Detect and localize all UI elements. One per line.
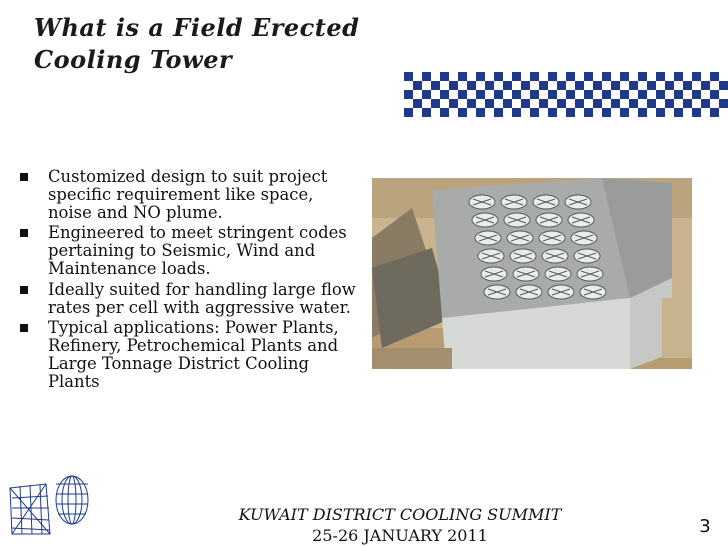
bullet-text: Engineered to meet stringent codes pertaining to Seismic, Wind and Maintenance loads.	[48, 223, 347, 278]
bullet-text: Customized design to suit project specific requirement like space, noise and NO plume.	[48, 167, 328, 222]
square-bullet-icon	[20, 173, 28, 181]
square-bullet-icon	[20, 229, 28, 237]
square-bullet-icon	[20, 324, 28, 332]
footer	[210, 504, 590, 546]
bullet-item	[14, 281, 359, 317]
slide-title	[34, 12, 534, 76]
bullet-text: Typical applications: Power Plants, Refinery, Petrochemical Plants and Large Tonnage District Cooling Plants	[48, 318, 339, 391]
company-logo-icon	[6, 474, 94, 538]
title-line-1: What is a Field Erected	[34, 13, 360, 42]
footer-event-name: KUWAIT DISTRICT COOLING SUMMIT	[238, 505, 562, 524]
page-number: 3	[699, 516, 711, 537]
bullet-item	[14, 168, 359, 221]
bullet-item	[14, 224, 359, 277]
square-bullet-icon	[20, 286, 28, 294]
checker-decoration	[400, 72, 728, 118]
cooling-tower-photo	[372, 178, 692, 369]
bullet-item	[14, 319, 359, 390]
bullet-list	[14, 168, 359, 394]
footer-event-date: 25-26 JANUARY 2011	[312, 526, 488, 545]
bullet-text: Ideally suited for handling large flow rates per cell with aggressive water.	[48, 279, 356, 317]
title-line-2: Cooling Tower	[34, 45, 233, 74]
